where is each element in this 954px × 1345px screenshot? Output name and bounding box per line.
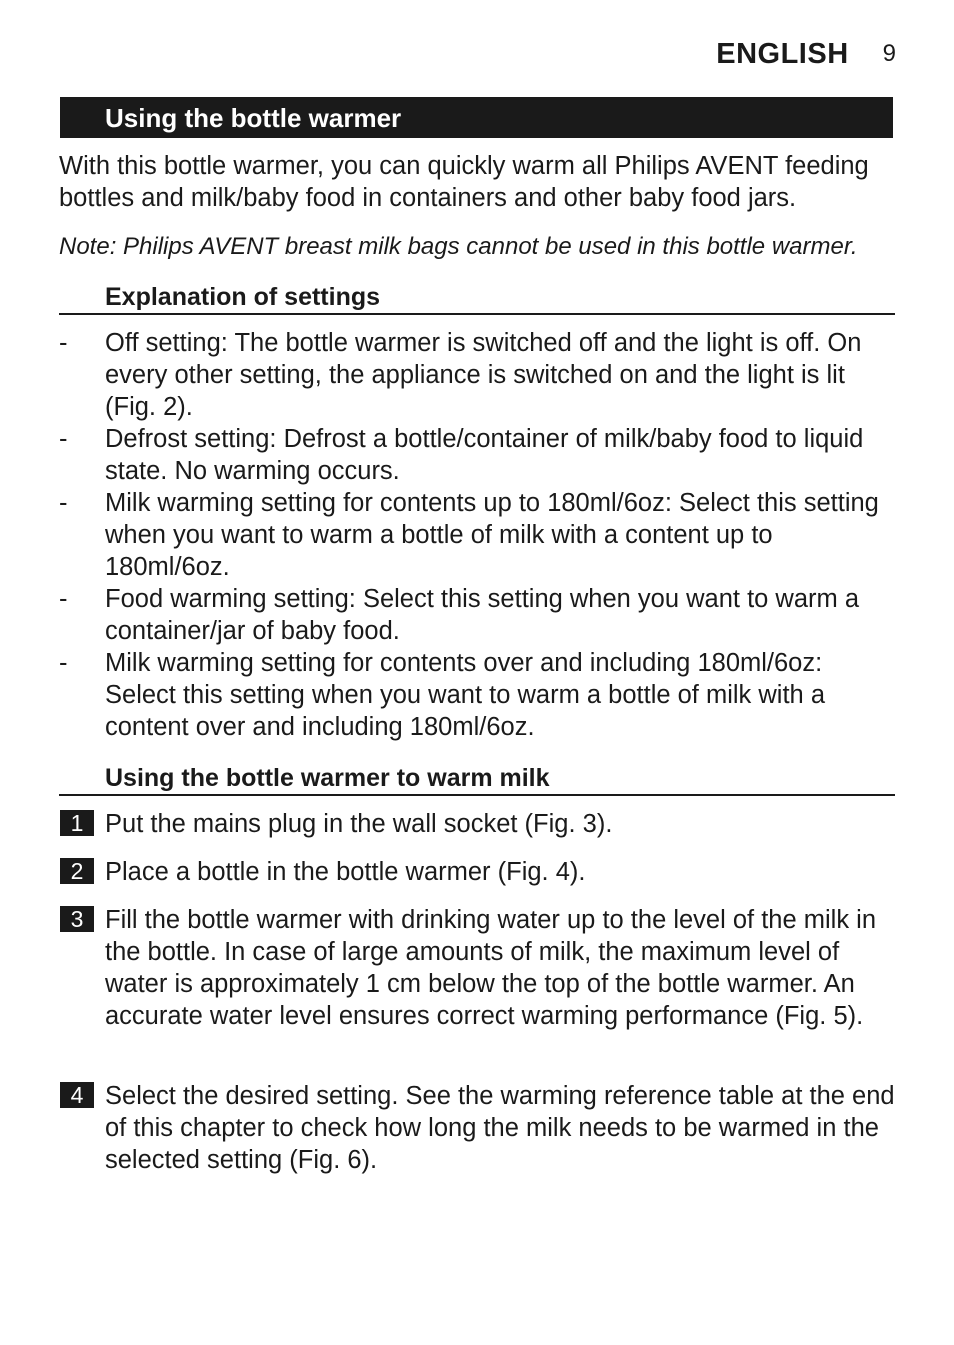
setting-text: Food warming setting: Select this setting when you want to warm a container/jar of baby food. [105,585,860,645]
step-4 [60,1080,895,1176]
section-title: Using the bottle warmer [60,97,893,138]
dash-bullet: - [59,329,68,357]
dash-bullet: - [59,425,68,453]
setting-text: Off setting: The bottle warmer is switched off and the light is off. On every other setting, the appliance is switched on and the light is lit (Fig. 2). [105,329,862,421]
setting-text: Defrost setting: Defrost a bottle/container of milk/baby food to liquid state. No warming occurs. [105,425,864,485]
step-text: Place a bottle in the bottle warmer (Fig. 4). [105,858,586,886]
intro-paragraph: With this bottle warmer, you can quickly warm all Philips AVENT feeding bottles and milk/baby food in containers and other baby food jars. [59,152,869,212]
step-1 [60,808,895,840]
setting-text: Milk warming setting for contents over and including 180ml/6oz: Select this setting when you want to warm a bottle of milk with a content over and including 180ml/6oz. [105,649,826,741]
list-item [59,423,895,487]
step-number: 4 [60,1082,94,1108]
list-item [59,647,895,743]
step-number: 1 [60,810,94,836]
page-number: 9 [882,40,896,67]
settings-heading: Explanation of settings [59,282,895,315]
step-2 [60,856,895,888]
warm-milk-heading: Using the bottle warmer to warm milk [59,763,895,796]
dash-bullet: - [59,489,68,517]
list-item [59,327,895,423]
note-paragraph: Note: Philips AVENT breast milk bags cannot be used in this bottle warmer. [59,233,858,260]
setting-text: Milk warming setting for contents up to 180ml/6oz: Select this setting when you want to warm a bottle of milk with a content up to 180ml/6oz. [105,489,879,581]
step-text: Select the desired setting. See the warming reference table at the end of this chapter to check how long the milk needs to be warmed in the selected setting (Fig. 6). [105,1082,895,1174]
list-item [59,583,895,647]
step-number: 3 [60,906,94,932]
step-text: Put the mains plug in the wall socket (Fig. 3). [105,810,613,838]
list-item [59,487,895,583]
language-label: ENGLISH [716,37,849,70]
page-header [716,34,896,74]
dash-bullet: - [59,649,68,677]
settings-list [59,327,895,743]
step-text: Fill the bottle warmer with drinking water up to the level of the milk in the bottle. In case of large amounts of milk, the maximum level of water is approximately 1 cm below the top of the bottle warmer. An accurate water level ensures correct warming performance (Fig. 5). [105,906,877,1030]
step-number: 2 [60,858,94,884]
step-3 [60,904,895,1032]
dash-bullet: - [59,585,68,613]
